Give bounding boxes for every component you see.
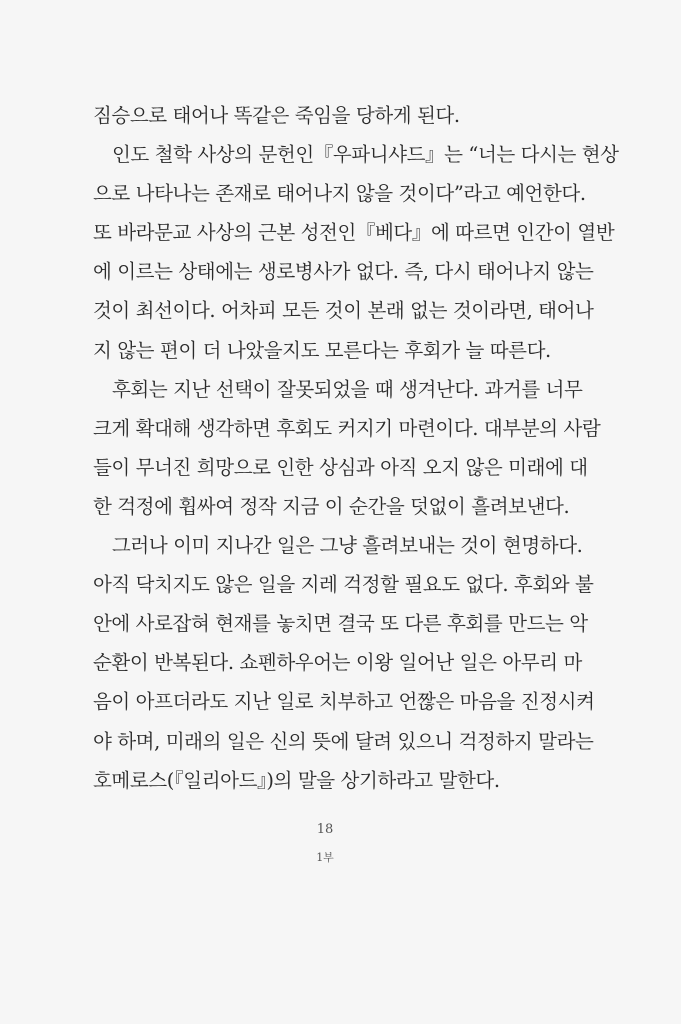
text-line: 야 하며, 미래의 일은 신의 뜻에 달려 있으니 걱정하지 말라는	[93, 729, 594, 753]
text-line: 안에 사로잡혀 현재를 놓치면 결국 또 다른 후회를 만드는 악	[93, 612, 588, 636]
text-line: 으로 나타나는 존재로 태어나지 않을 것이다”라고 예언한다.	[93, 182, 586, 206]
section-label: 1부	[316, 851, 334, 864]
text-line: 음이 아프더라도 지난 일로 치부하고 언짢은 마음을 진정시켜	[93, 690, 595, 714]
text-line: 에 이르는 상태에는 생로병사가 없다. 즉, 다시 태어나지 않는	[93, 260, 594, 284]
text-line: 지 않는 편이 더 나았을지도 모른다는 후회가 늘 따른다.	[93, 338, 551, 362]
body-text	[93, 96, 673, 800]
text-line: 것이 최선이다. 어차피 모든 것이 본래 없는 것이라면, 태어나	[93, 299, 594, 323]
page-number: 18	[316, 822, 334, 837]
text-line: 들이 무너진 희망으로 인한 상심과 아직 오지 않은 미래에 대	[93, 455, 588, 479]
text-line: 순환이 반복된다. 쇼펜하우어는 이왕 일어난 일은 아무리 마	[93, 651, 582, 675]
text-line: 인도 철학 사상의 문헌인『우파니샤드』는 “너는 다시는 현상	[112, 143, 619, 167]
text-line: 호메로스(『일리아드』)의 말을 상기하라고 말한다.	[93, 768, 500, 792]
text-line: 그러나 이미 지나간 일은 그냥 흘려보내는 것이 현명하다.	[112, 534, 583, 558]
text-line: 짐승으로 태어나 똑같은 죽임을 당하게 된다.	[93, 104, 460, 127]
text-line: 한 걱정에 휩싸여 정작 지금 이 순간을 덧없이 흘려보낸다.	[93, 494, 570, 518]
text-line: 아직 닥치지도 않은 일을 지레 걱정할 필요도 없다. 후회와 불	[93, 573, 594, 597]
text-line: 후회는 지난 선택이 잘못되었을 때 생겨난다. 과거를 너무	[112, 377, 583, 401]
text-line: 또 바라문교 사상의 근본 성전인『베다』에 따르면 인간이 열반	[93, 221, 615, 245]
text-line: 크게 확대해 생각하면 후회도 커지기 마련이다. 대부분의 사람	[93, 416, 601, 440]
